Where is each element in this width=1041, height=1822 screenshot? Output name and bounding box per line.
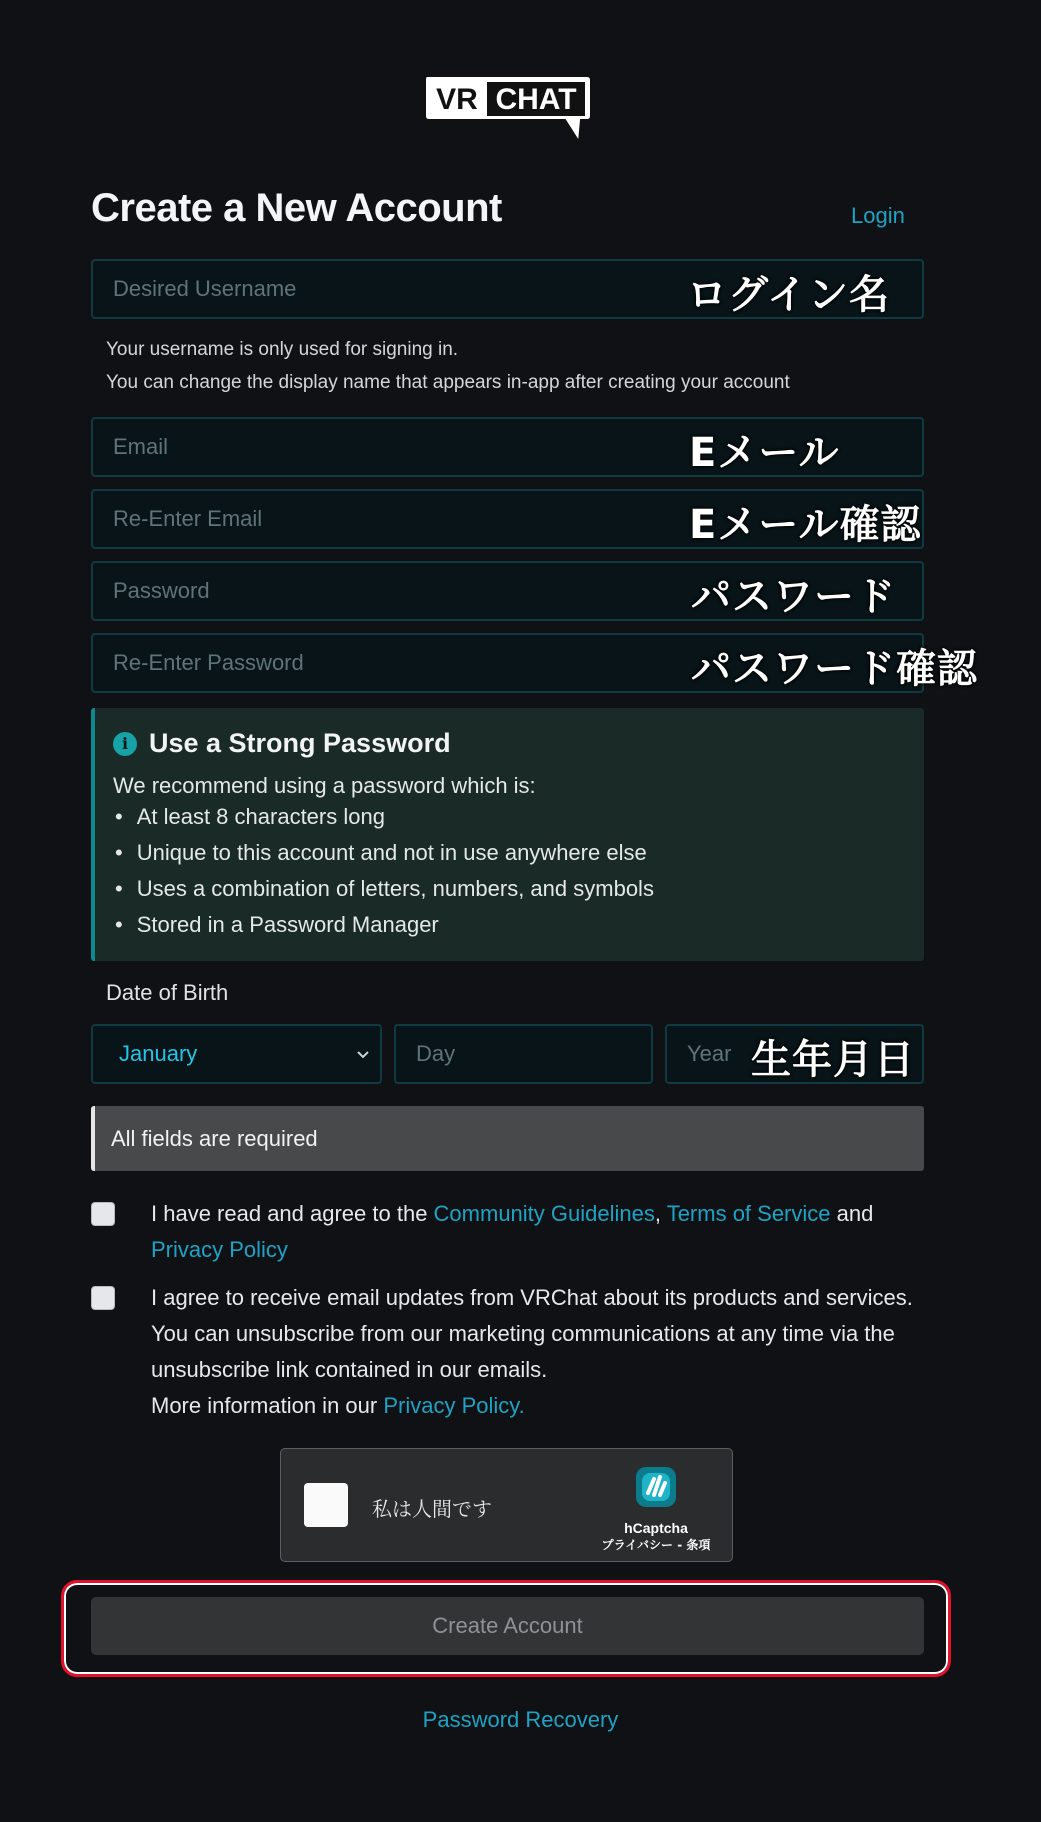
tos-checkbox[interactable] (91, 1202, 115, 1226)
password-placeholder: Password (113, 578, 210, 603)
login-link[interactable]: Login (851, 203, 905, 228)
vrchat-logo (421, 72, 593, 146)
email-annotation: Eメール (689, 430, 840, 476)
captcha-checkbox[interactable] (304, 1483, 348, 1527)
password-recovery-link[interactable]: Password Recovery (422, 1707, 619, 1732)
password-confirm-placeholder: Re-Enter Password (113, 650, 304, 675)
email-field[interactable] (91, 417, 924, 477)
hcaptcha-brand (596, 1463, 716, 1553)
email-confirm-placeholder: Re-Enter Email (113, 506, 263, 531)
dob-annotation: 生年月日 (751, 1037, 915, 1083)
list-item: • Unique to this account and not in use anywhere else (113, 835, 924, 871)
list-item: • Uses a combination of letters, numbers, and symbols (113, 871, 924, 907)
month-value: January (119, 1041, 198, 1066)
password-notice (91, 708, 924, 961)
password-confirm-field[interactable] (91, 633, 978, 693)
email-placeholder: Email (113, 434, 169, 459)
dob-label: Date of Birth (106, 980, 229, 1005)
email-confirm-field[interactable] (91, 489, 924, 549)
captcha-label: 私は人間です (372, 1497, 492, 1521)
page-title: Create a New Account (91, 186, 502, 230)
notice-title: Use a Strong Password (149, 728, 451, 758)
list-item: • Stored in a Password Manager (113, 907, 924, 943)
username-help: Your username is only used for signing in. You can change the display name that appears in-app after creating your account (106, 339, 790, 393)
notice-list (113, 799, 924, 943)
svg-text:VR: VR (436, 83, 478, 116)
password-annotation: パスワード (691, 574, 896, 620)
hcaptcha-widget (280, 1448, 733, 1562)
email-agreement-text: I agree to receive email updates from VRChat about its products and services. You can unsubscribe from our marketing communications at any time via the unsubscribe link contained in our emails. More information in our Privacy Policy. (151, 1285, 913, 1418)
required-notice: All fields are required (91, 1106, 924, 1171)
notice-intro: We recommend using a password which is: (113, 773, 536, 798)
hcaptcha-logo-icon (632, 1463, 680, 1511)
privacy-policy-link[interactable]: Privacy Policy (151, 1237, 288, 1262)
privacy-policy-link-2[interactable]: Privacy Policy. (383, 1393, 525, 1418)
create-account-button[interactable]: Create Account (91, 1597, 924, 1655)
terms-of-service-link[interactable]: Terms of Service (666, 1201, 831, 1226)
password-field[interactable] (91, 561, 924, 621)
year-placeholder: Year (687, 1041, 732, 1066)
year-field[interactable] (665, 1024, 924, 1084)
list-item: • At least 8 characters long (113, 799, 924, 835)
tos-agreement-text: I have read and agree to the Community Guidelines, Terms of Service and Privacy Policy (151, 1201, 874, 1262)
username-field[interactable] (91, 259, 924, 319)
email-updates-checkbox[interactable] (91, 1286, 115, 1310)
username-placeholder: Desired Username (113, 276, 297, 301)
community-guidelines-link[interactable]: Community Guidelines (433, 1201, 655, 1226)
email-confirm-annotation: Eメール確認 (689, 502, 922, 548)
username-annotation: ログイン名 (687, 272, 890, 318)
day-placeholder: Day (416, 1041, 456, 1066)
chevron-down-icon (356, 1044, 370, 1065)
svg-text:CHAT: CHAT (495, 83, 577, 116)
hcaptcha-name: hCaptcha (624, 1520, 688, 1536)
hcaptcha-terms-link[interactable]: プライバシー - 条項 (601, 1538, 711, 1552)
info-icon: i (113, 732, 137, 756)
day-field[interactable] (394, 1024, 653, 1084)
month-select[interactable] (91, 1024, 382, 1084)
password-confirm-annotation: パスワード確認 (691, 646, 978, 692)
